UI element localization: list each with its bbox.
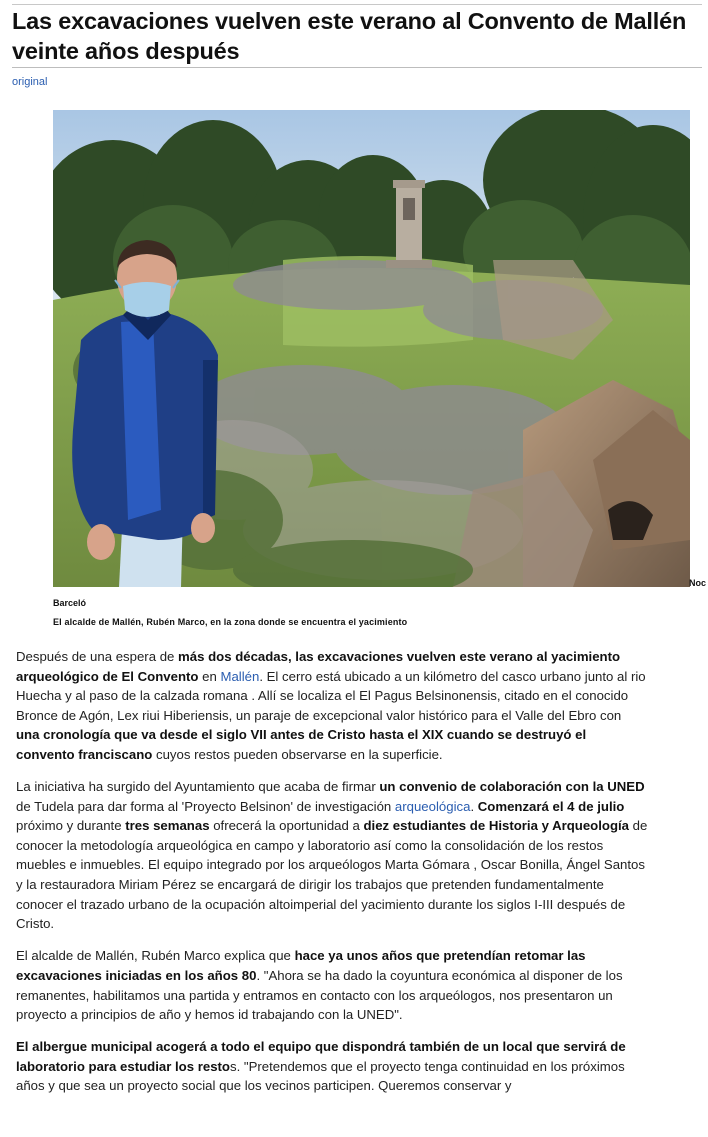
body-text-run: . "Ahora se ha dado la coyuntura económica al disponer de los remanentes, habilitamos una partida y entramos en contacto con los arqueólogos, nos presentaron un proyecto a principios de año y hemos id trabajando con la UNED". — [16, 967, 623, 1023]
bold-text: tres semanas — [125, 818, 210, 834]
bold-text: Comenzará el 4 de julio — [477, 798, 625, 814]
article-paragraph — [16, 777, 648, 934]
article-paragraph — [16, 647, 648, 765]
body-text-run: . — [470, 798, 478, 814]
original-link[interactable]: original — [12, 76, 48, 88]
bold-text: una cronología que va desde el siglo VII antes de Cristo hasta el XIX cuando se destruyó el convento franciscano — [16, 727, 587, 762]
photo-author: Barceló — [53, 598, 87, 608]
body-text-run: próximo y durante — [16, 818, 126, 834]
article-paragraph — [16, 946, 648, 1024]
inline-link[interactable]: Mallén — [220, 668, 260, 684]
body-text-run: Después de una espera de — [16, 649, 179, 664]
body-text-run: cuyos restos pueden observarse en la superficie. — [152, 746, 443, 762]
bold-text: hace ya unos años que pretendían retomar las excavaciones iniciadas en los años 80 — [16, 948, 586, 983]
body-text-run: de Tudela para dar forma al 'Proyecto Belsinon' de investigación — [16, 798, 395, 814]
bold-text: más dos décadas, las excavaciones vuelven este verano al yacimiento arqueológico de El Convento — [16, 649, 621, 684]
article-photo — [53, 110, 690, 587]
article-title: Las excavaciones vuelven este verano al Convento de Mallén veinte años después — [12, 8, 687, 64]
photo-caption: El alcalde de Mallén, Rubén Marco, en la zona donde se encuentra el yacimiento — [53, 617, 408, 627]
body-text-run: de conocer la metodología arqueológica en campo y laboratorio así como la consolidación de los restos muebles e inmuebles. El equipo integrado por los arqueólogos Marta Gómara , Oscar Bonilla, Ángel Santos y la restauradora Miriam Pérez se encargará de dirigir los trabajos que pretenden fundamentalmente conocer el trazado urbano de la ocupación altoimperial del yacimiento durante los siglos I-III después de Cristo. — [16, 818, 648, 932]
body-text-run: La iniciativa ha surgido del Ayuntamiento que acaba de firmar — [16, 779, 380, 795]
article-paragraph — [16, 1037, 648, 1096]
photo-side-tag: Noc — [689, 578, 707, 588]
bold-text: un convenio de colaboración con la UNED — [379, 779, 645, 795]
inline-link[interactable]: arqueológica — [394, 798, 471, 814]
bold-text: El albergue municipal acogerá a todo el equipo que dispondrá también de un local que servirá de laboratorio para estudiar los resto — [16, 1039, 626, 1074]
body-text-run: ofrecerá la oportunidad a — [209, 818, 364, 834]
body-text-run: en — [198, 668, 221, 684]
body-text-run: s. "Pretendemos que el proyecto tenga continuidad en los próximos años y que sea un proyecto social que los vecinos participen. Queremos conservar y — [16, 1058, 625, 1094]
top-divider — [12, 4, 702, 5]
title-divider — [12, 67, 702, 68]
body-text-run: El alcalde de Mallén, Rubén Marco explica que — [16, 948, 295, 964]
body-text-run: . El cerro está ubicado a un kilómetro del casco urbano junto al rio Huecha y al paso de la calzada romana . Allí se localiza el El Pagus Belsinonensis, citado en el conocido Bronce de Agón, Lex riui Hiberiensis, un paraje de excepcional valor histórico para el Valle del Ebro con — [16, 668, 646, 723]
bold-text: diez estudiantes de Historia y Arqueología — [363, 818, 630, 834]
article-body — [16, 647, 648, 1108]
